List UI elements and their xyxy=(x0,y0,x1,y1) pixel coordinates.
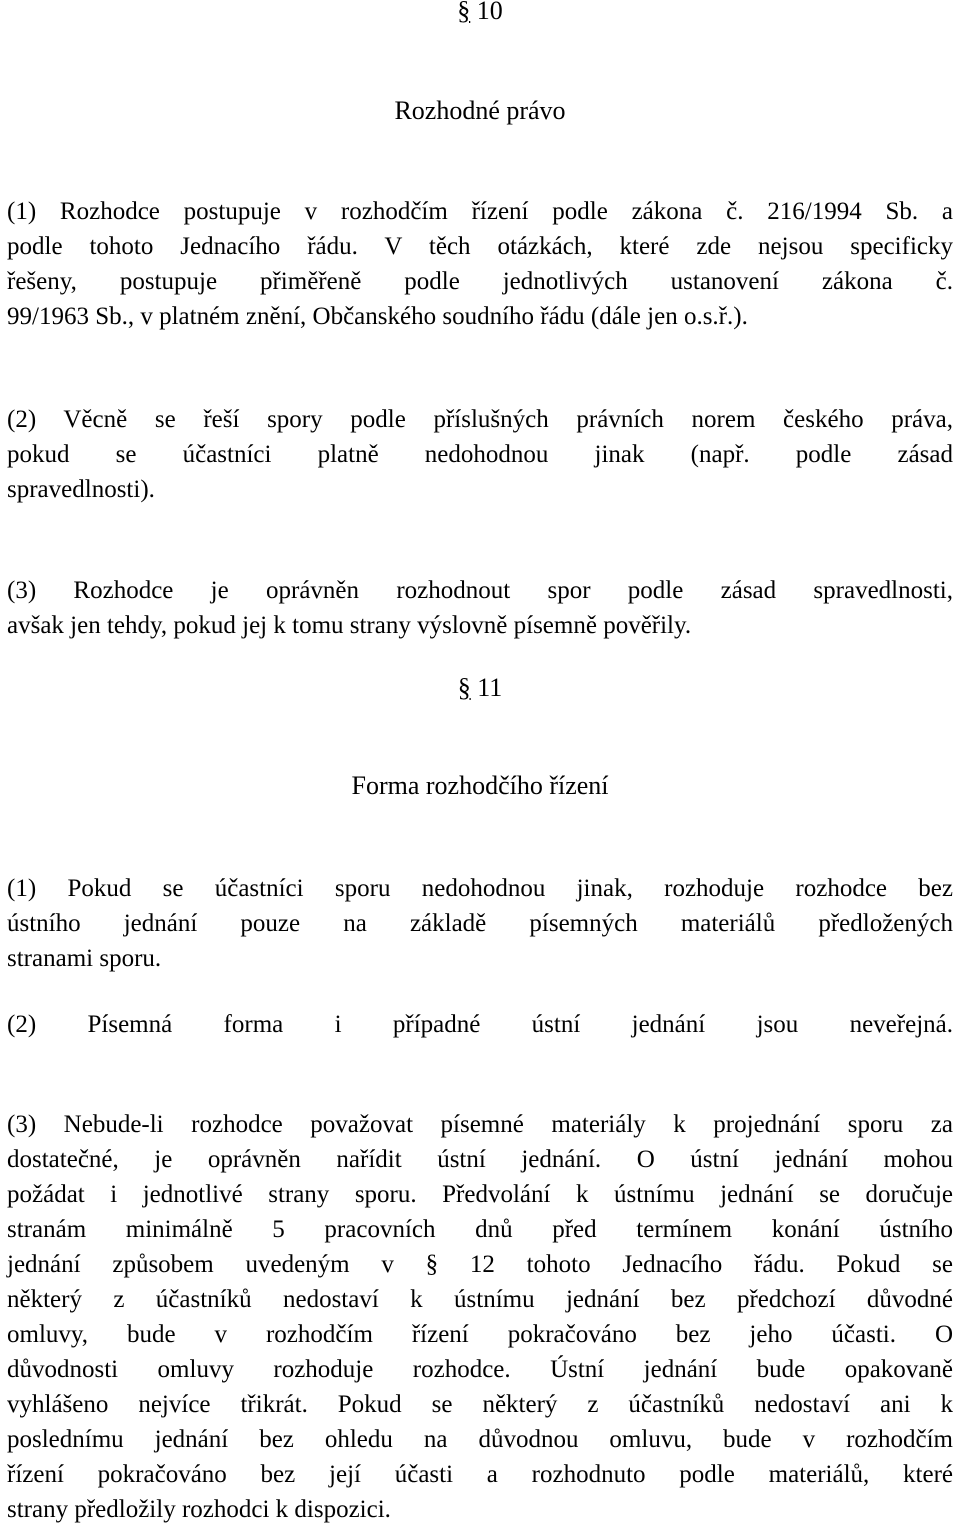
text-line: vyhlášeno nejvíce třikrát. Pokud se některý z účastníků nedostaví ani k xyxy=(7,1391,953,1418)
section-number-11 xyxy=(0,673,960,703)
text-line: spravedlnosti). xyxy=(7,476,155,503)
section-number: 11 xyxy=(477,673,503,702)
text-line: jednání způsobem uvedeným v § 12 tohoto Jednacího řádu. Pokud se xyxy=(7,1251,953,1278)
text-line: řešeny, postupuje přiměřeně podle jednotlivých ustanovení zákona č. xyxy=(7,268,953,295)
section-title-10: Rozhodné právo xyxy=(394,96,566,125)
paragraph-10-2 xyxy=(7,402,953,507)
text-line: avšak jen tehdy, pokud jej k tomu strany výslovně písemně pověřily. xyxy=(7,612,692,639)
text-line: požádat i jednotlivé strany sporu. Předvolání k ústnímu jednání se doručuje xyxy=(7,1181,953,1208)
section-symbol: § xyxy=(457,673,471,702)
text-line: (3) Nebude-li rozhodce považovat písemné materiály k projednání sporu za xyxy=(7,1111,953,1138)
text-line: důvodnosti omluvy rozhoduje rozhodce. Ústní jednání bude opakovaně xyxy=(7,1356,953,1383)
text-line: (2) Věcně se řeší spory podle příslušných právních norem českého práva, xyxy=(7,406,953,433)
text-line: stranám minimálně 5 pracovních dnů před termínem konání ústního xyxy=(7,1216,953,1243)
text-line: poslednímu jednání bez ohledu na důvodnou omluvu, bude v rozhodčím xyxy=(7,1426,953,1453)
paragraph-11-1 xyxy=(7,871,953,976)
text-line: dostatečné, je oprávněn nařídit ústní jednání. O ústní jednání mohou xyxy=(7,1146,953,1173)
paragraph-11-2 xyxy=(7,1007,953,1042)
section-number-10 xyxy=(0,0,960,26)
text-line: řízení pokračováno bez její účasti a rozhodnuto podle materiálů, které xyxy=(7,1461,953,1488)
text-line: strany předložily rozhodci k dispozici. xyxy=(7,1496,391,1523)
paragraph-10-3 xyxy=(7,573,953,643)
section-title-11: Forma rozhodčího řízení xyxy=(351,771,609,800)
text-line: 99/1963 Sb., v platném znění, Občanského soudního řádu (dále jen o.s.ř.). xyxy=(7,303,748,330)
text-line: stranami sporu. xyxy=(7,945,162,972)
text-line: omluvy, bude v rozhodčím řízení pokračováno bez jeho účasti. O xyxy=(7,1321,953,1348)
section-symbol: § xyxy=(457,0,471,25)
text-line: (2) Písemná forma i případné ústní jednání jsou neveřejná. xyxy=(7,1011,953,1038)
text-line: některý z účastníků nedostaví k ústnímu jednání bez předchozí důvodné xyxy=(7,1286,953,1313)
text-line: podle tohoto Jednacího řádu. V těch otázkách, které zde nejsou specificky xyxy=(7,233,953,260)
text-line: pokud se účastníci platně nedohodnou jinak (např. podle zásad xyxy=(7,441,953,468)
paragraph-10-1 xyxy=(7,194,953,334)
text-line: ústního jednání pouze na základě písemných materiálů předložených xyxy=(7,910,953,937)
text-line: (3) Rozhodce je oprávněn rozhodnout spor podle zásad spravedlnosti, xyxy=(7,577,953,604)
paragraph-11-3 xyxy=(7,1107,953,1527)
section-number: 10 xyxy=(476,0,503,25)
text-line: (1) Rozhodce postupuje v rozhodčím řízení podle zákona č. 216/1994 Sb. a xyxy=(7,198,953,225)
text-line: (1) Pokud se účastníci sporu nedohodnou jinak, rozhoduje rozhodce bez xyxy=(7,875,953,902)
